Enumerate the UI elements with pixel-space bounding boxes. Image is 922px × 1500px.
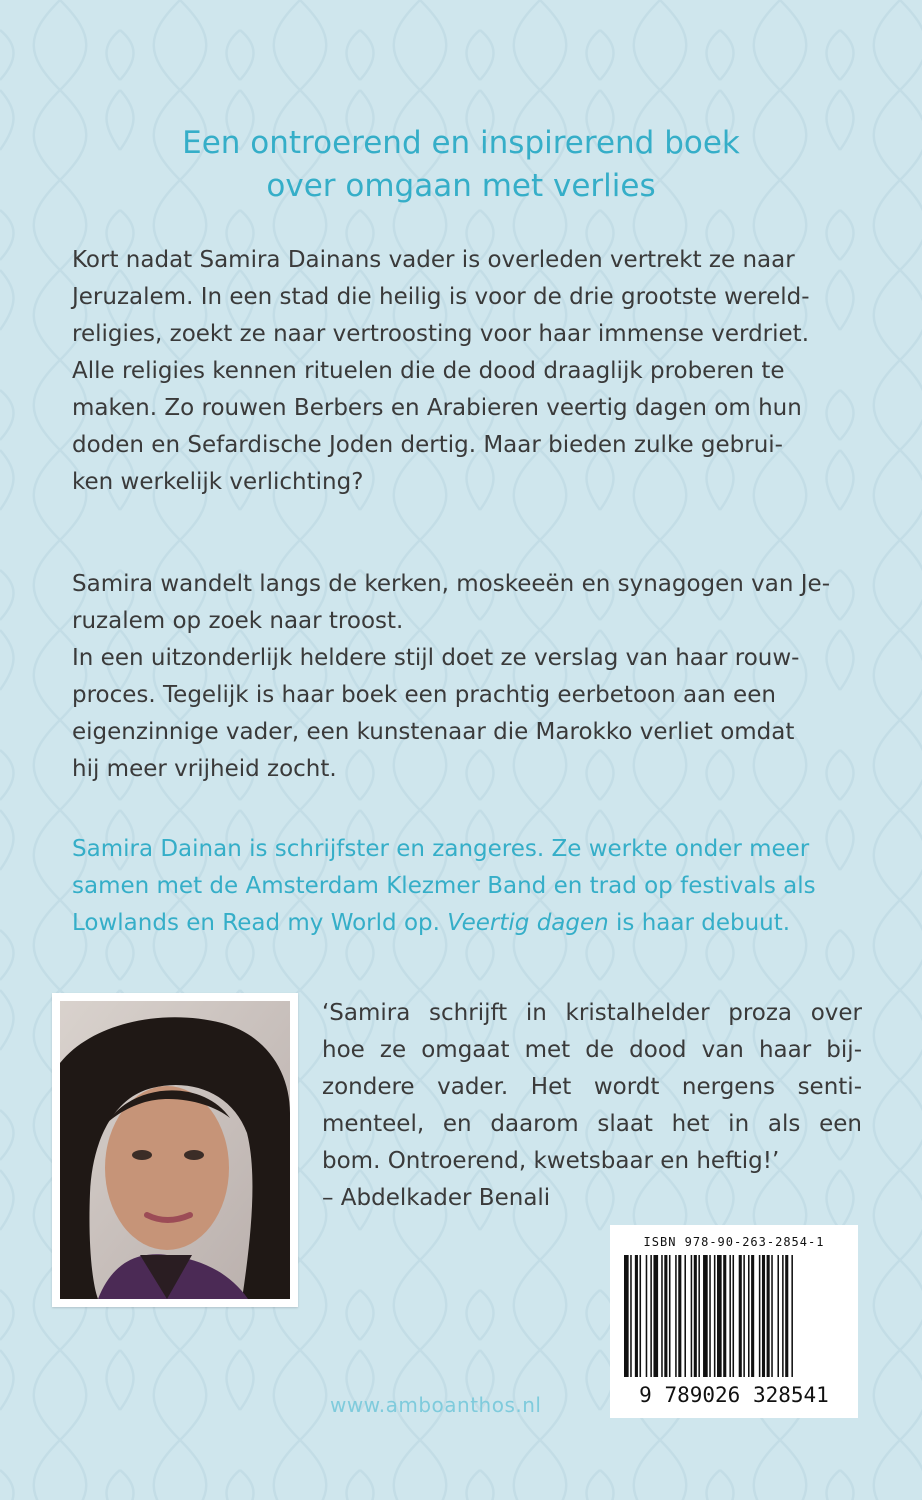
quote-line: menteel, en daarom slaat het in als een xyxy=(322,1111,862,1137)
quote-line: bom. Ontroerend, kwetsbaar en heftig!’ xyxy=(322,1148,780,1174)
tagline-line-2: over omgaan met verlies xyxy=(266,168,656,204)
barcode-bar xyxy=(717,1255,722,1377)
bio-text: is haar debuut. xyxy=(608,910,791,936)
barcode-bar xyxy=(782,1255,784,1377)
synopsis-line: ken werkelijk verlichting? xyxy=(72,469,364,495)
quote-attribution: – Abdelkader Benali xyxy=(322,1185,551,1211)
barcode-bar xyxy=(691,1255,693,1377)
bio-line xyxy=(72,905,862,942)
quote-line: ‘Samira schrijft in kristalhelder proza over xyxy=(322,1000,862,1026)
synopsis-line: ruzalem op zoek naar troost. xyxy=(72,608,404,634)
barcode-bar xyxy=(729,1255,731,1377)
barcode-bar xyxy=(694,1255,697,1377)
synopsis-line: Samira wandelt langs de kerken, moskeeën en synagogen van Je- xyxy=(72,571,831,597)
barcode-bar xyxy=(771,1255,773,1377)
synopsis-paragraph-1 xyxy=(72,242,862,501)
barcode-bar xyxy=(650,1255,652,1377)
author-photo xyxy=(52,993,298,1307)
barcode-bar xyxy=(767,1255,770,1377)
barcode-bar xyxy=(748,1255,750,1377)
barcode-bar xyxy=(709,1255,711,1377)
barcode-bar xyxy=(751,1255,754,1377)
barcode-bar xyxy=(785,1255,788,1377)
synopsis-line: religies, zoekt ze naar vertroosting voor haar immense verdriet. xyxy=(72,321,810,347)
barcode-bar xyxy=(698,1255,700,1377)
quote-line: zondere vader. Het wordt nergens senti- xyxy=(322,1074,862,1100)
barcode-bar xyxy=(635,1255,638,1377)
barcode-bar xyxy=(762,1255,765,1377)
barcode-bar xyxy=(678,1255,681,1377)
bio-line: samen met de Amsterdam Klezmer Band en trad op festivals als xyxy=(72,873,816,899)
synopsis-line: eigenzinnige vader, een kunstenaar die Marokko verliet omdat xyxy=(72,719,795,745)
barcode-bar xyxy=(739,1255,742,1377)
publisher-url: www.amboanthos.nl xyxy=(330,1393,542,1417)
synopsis-line: Alle religies kennen rituelen die de dood draaglijk proberen te xyxy=(72,358,785,384)
author-portrait-image xyxy=(52,993,298,1307)
tagline-line-1: Een ontroerend en inspirerend boek xyxy=(182,125,740,161)
barcode-bar xyxy=(723,1255,726,1377)
barcode-bar xyxy=(714,1255,716,1377)
barcode-bar xyxy=(733,1255,735,1377)
synopsis-line: Kort nadat Samira Dainans vader is overleden vertrekt ze naar xyxy=(72,247,795,273)
barcode-bar xyxy=(653,1255,658,1377)
barcode-bars xyxy=(610,1255,858,1385)
barcode-bar xyxy=(646,1255,648,1377)
barcode-bar xyxy=(661,1255,663,1377)
barcode-bar xyxy=(703,1255,708,1377)
isbn-barcode xyxy=(610,1225,858,1418)
synopsis-line: doden en Sefardische Joden dertig. Maar bieden zulke gebrui- xyxy=(72,432,783,458)
quote-line: hoe ze omgaat met de dood van haar bij- xyxy=(322,1037,862,1063)
barcode-bar xyxy=(640,1255,642,1377)
synopsis-paragraph-2 xyxy=(72,566,862,788)
synopsis-line: Jeruzalem. In een stad die heilig is voor de drie grootste wereld- xyxy=(72,284,810,310)
barcode-bar xyxy=(684,1255,686,1377)
author-bio xyxy=(72,831,862,942)
synopsis-line: hij meer vrijheid zocht. xyxy=(72,756,337,782)
bio-text: Lowlands en Read my World op. xyxy=(72,910,448,936)
barcode-bar xyxy=(743,1255,745,1377)
synopsis-line: proces. Tegelijk is haar boek een prachtig eerbetoon aan een xyxy=(72,682,776,708)
barcode-bar xyxy=(624,1255,629,1377)
isbn-label: ISBN 978-90-263-2854-1 xyxy=(643,1235,825,1249)
barcode-bar xyxy=(675,1255,677,1377)
barcode-bar xyxy=(791,1255,793,1377)
synopsis-line: In een uitzonderlijk heldere stijl doet ze verslag van haar rouw- xyxy=(72,645,800,671)
isbn-number: 9 789026 328541 xyxy=(639,1383,829,1407)
book-title: Veertig dagen xyxy=(447,910,609,936)
review-quote xyxy=(322,995,862,1217)
synopsis-line: maken. Zo rouwen Berbers en Arabieren veertig dagen om hun xyxy=(72,395,802,421)
bio-line: Samira Dainan is schrijfster en zangeres. Ze werkte onder meer xyxy=(72,836,810,862)
barcode-bar xyxy=(759,1255,761,1377)
barcode-bar xyxy=(630,1255,632,1377)
barcode-bar xyxy=(777,1255,779,1377)
barcode-bar xyxy=(669,1255,671,1377)
barcode-bar xyxy=(664,1255,667,1377)
